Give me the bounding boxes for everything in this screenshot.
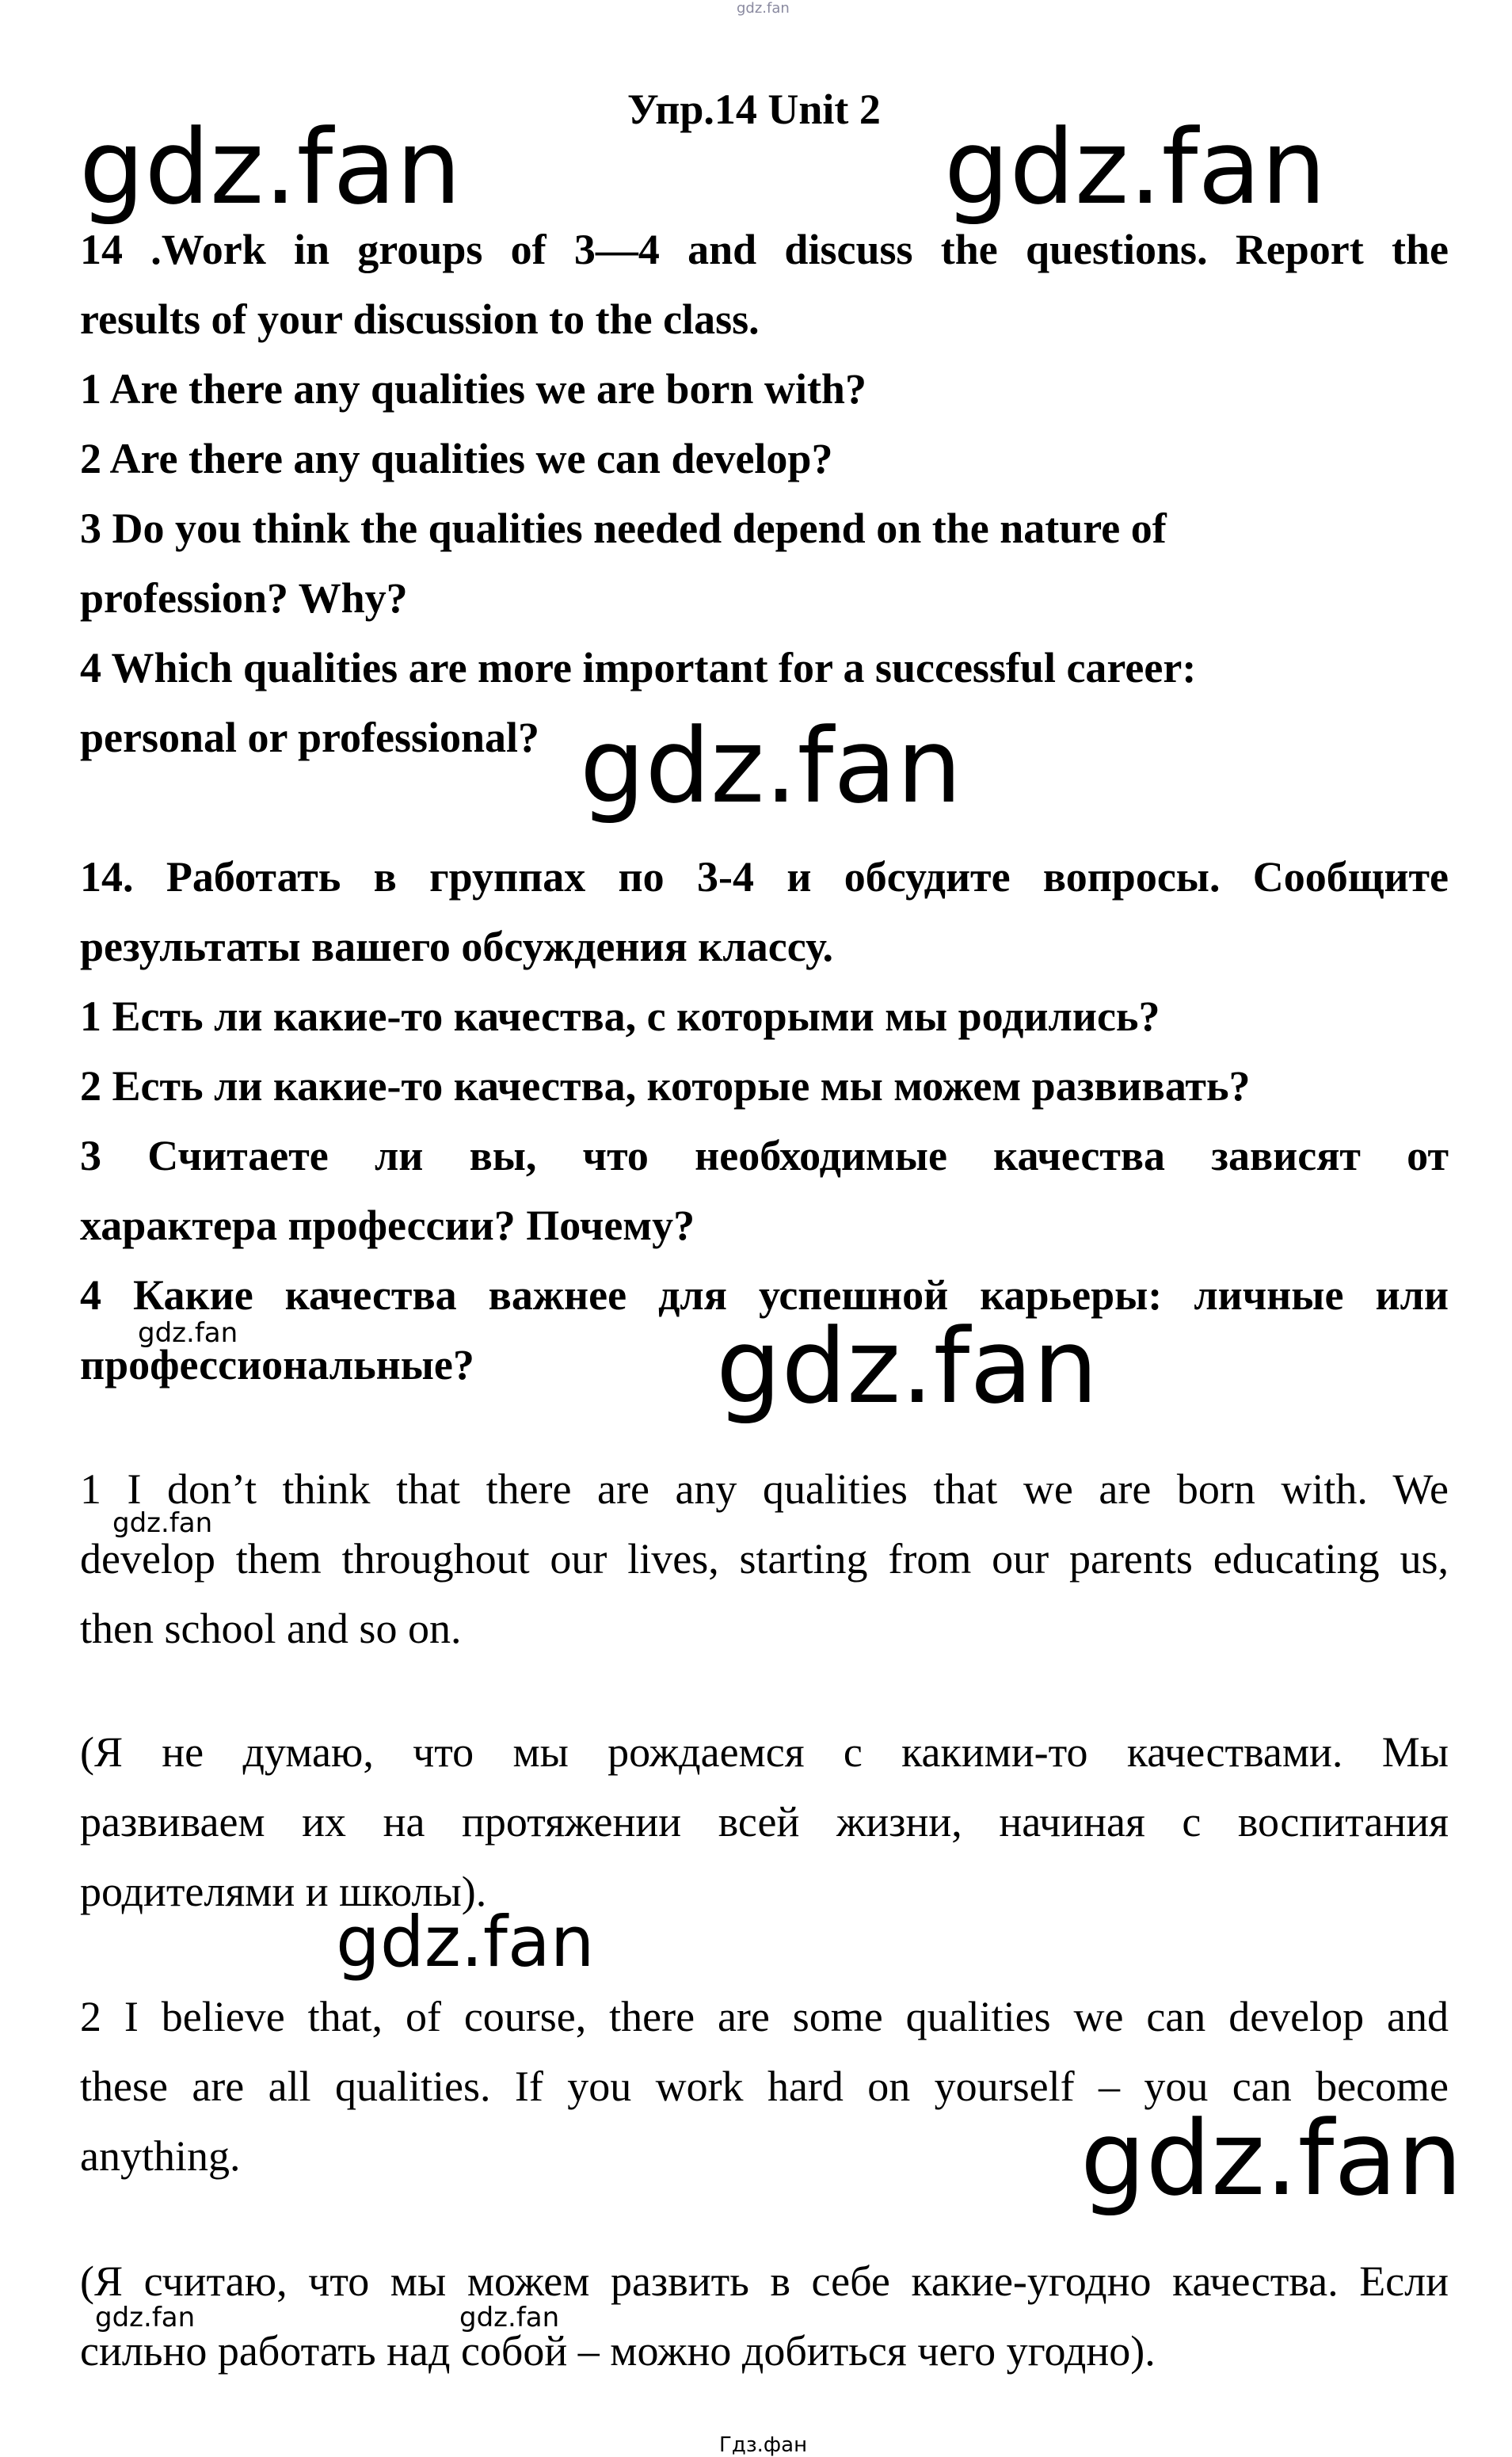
task-ru-line-2: результаты вашего обсуждения классу. xyxy=(80,923,834,970)
answer-1-en-line-1: 1 I don’t think that there are any qualities that we are born with. We xyxy=(80,1465,1449,1513)
page-title: Упр.14 Unit 2 xyxy=(627,86,881,133)
footer-watermark: Гдз.фан xyxy=(719,2433,808,2457)
answer-2-ru-line-1: (Я считаю, что мы можем развить в себе какие-угодно качества. Если xyxy=(80,2257,1449,2305)
task-ru-line-1: 14. Работать в группах по 3-4 и обсудите вопросы. Сообщите xyxy=(80,853,1449,901)
answer-1-ru-line-3: родителями и школы). xyxy=(80,1868,487,1915)
watermark-small-2: gdz.fan xyxy=(112,1507,213,1539)
task-ru-question-3: 3 Считаете ли вы, что необходимые качества зависят от xyxy=(80,1132,1449,1179)
watermark-small-4: gdz.fan xyxy=(459,2302,560,2333)
answer-1-ru-line-1: (Я не думаю, что мы рождаемся с какими-то качествами. Мы xyxy=(80,1728,1449,1776)
answer-1-en-line-3: then school and so on. xyxy=(80,1605,462,1652)
task-ru-question-2: 2 Есть ли какие-то качества, которые мы можем развивать? xyxy=(80,1062,1251,1110)
task-en-question-1: 1 Are there any qualities we are born with? xyxy=(80,365,866,413)
task-en-question-3-cont: profession? Why? xyxy=(80,574,408,622)
answer-2-en-line-2: these are all qualities. If you work hard on yourself – you can become xyxy=(80,2063,1449,2110)
task-en-question-4: 4 Which qualities are more important for a successful career: xyxy=(80,644,1197,691)
answer-1-ru-line-2: развиваем их на протяжении всей жизни, начиная с воспитания xyxy=(80,1798,1449,1846)
answer-2-ru-line-2: сильно работать над собой – можно добиться чего угодно). xyxy=(80,2327,1156,2375)
watermark-top-tiny: gdz.fan xyxy=(737,0,790,17)
answer-1-en-line-2: develop them throughout our lives, starting from our parents educating us, xyxy=(80,1535,1449,1583)
watermark-small-3: gdz.fan xyxy=(95,2302,196,2333)
task-ru-question-4: 4 Какие качества важнее для успешной карьеры: личные или xyxy=(80,1271,1449,1319)
task-ru-question-4-cont: профессиональные? xyxy=(80,1341,474,1388)
task-en-question-3: 3 Do you think the qualities needed depend on the nature of xyxy=(80,505,1167,552)
watermark-large-left: gdz.fan xyxy=(79,107,462,227)
task-ru-question-1: 1 Есть ли какие-то качества, с которыми мы родились? xyxy=(80,992,1160,1040)
watermark-medium: gdz.fan xyxy=(336,1901,595,1983)
task-en-question-2: 2 Are there any qualities we can develop? xyxy=(80,435,833,482)
task-en-line-1: 14 .Work in groups of 3—4 and discuss the questions. Report the xyxy=(80,226,1449,273)
watermark-large-right: gdz.fan xyxy=(944,107,1327,227)
task-en-question-4-cont: personal or professional? xyxy=(80,714,540,761)
answer-2-en-line-3: anything. xyxy=(80,2132,241,2180)
watermark-small-1: gdz.fan xyxy=(138,1317,238,1349)
watermark-large-lower: gdz.fan xyxy=(716,1306,1099,1427)
task-ru-question-3-cont: характера профессии? Почему? xyxy=(80,1202,695,1249)
task-en-line-2: results of your discussion to the class. xyxy=(80,295,760,343)
watermark-large-bottom: gdz.fan xyxy=(1080,2098,1463,2219)
answer-2-en-line-1: 2 I believe that, of course, there are some qualities we can develop and xyxy=(80,1993,1449,2040)
watermark-large-middle: gdz.fan xyxy=(580,706,962,826)
